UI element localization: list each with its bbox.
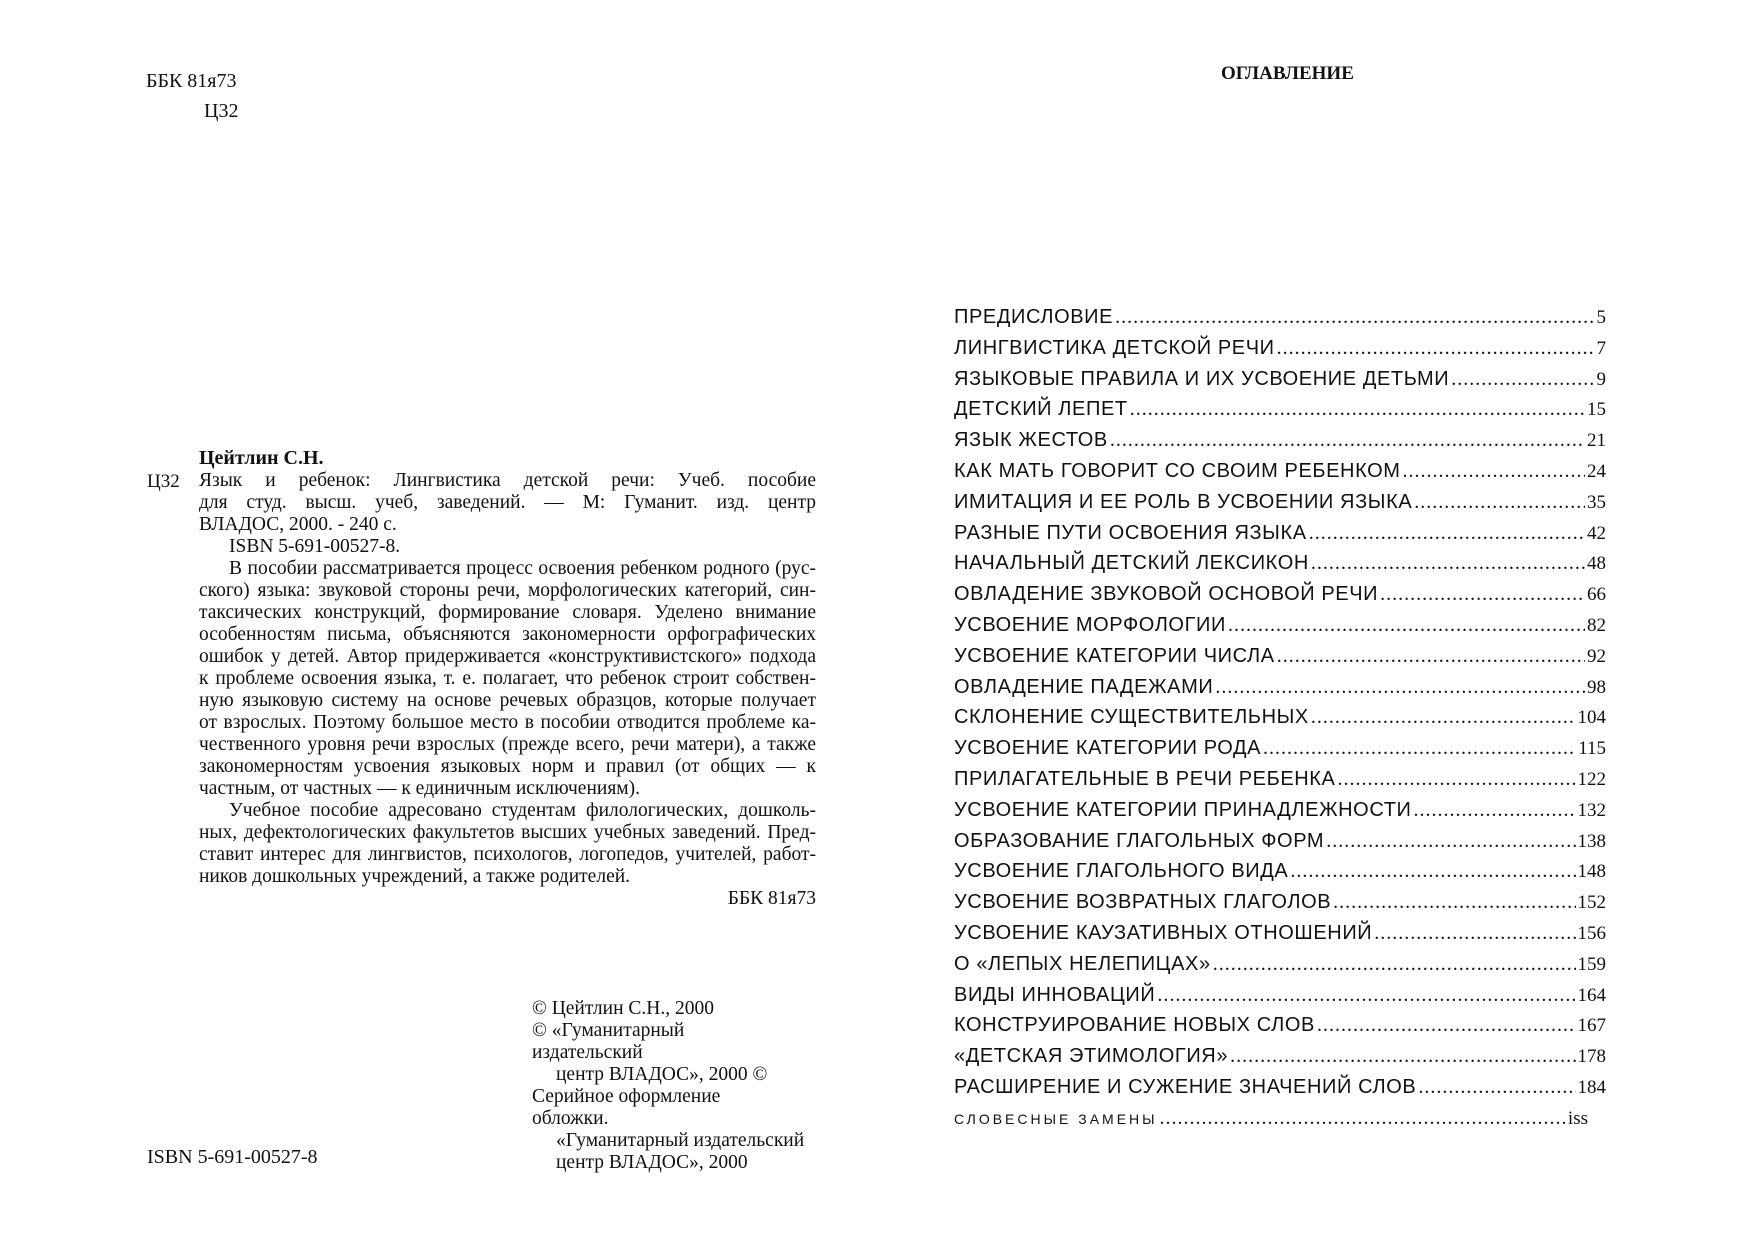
toc-entry-page: 178 [1577,1046,1606,1068]
toc-entry-page: 159 [1577,953,1606,975]
copyright-line: © Цейтлин С.Н., 2000 [532,998,714,1019]
toc-entry-title: УСВОЕНИЕ КАТЕГОРИИ ЧИСЛА [954,644,1275,667]
toc-entry-title: ОВЛАДЕНИЕ ЗВУКОВОЙ ОСНОВОЙ РЕЧИ [954,583,1379,606]
copyright-line: издательский [532,1042,643,1063]
toc-entry-page: 138 [1577,830,1606,852]
toc-entry [954,614,1606,645]
toc-entry-title: НАЧАЛЬНЫЙ ДЕТСКИЙ ЛЕКСИКОН [954,552,1309,575]
toc-entry [954,768,1606,799]
toc-entry [954,676,1606,707]
toc-entry-page: 7 [1596,337,1606,359]
toc-entry-title: УСВОЕНИЕ КАТЕГОРИИ РОДА [954,737,1262,760]
toc-entry-title: ИМИТАЦИЯ И ЕЕ РОЛЬ В УСВОЕНИИ ЯЗЫКА [954,490,1413,513]
toc-entry-title: ЛИНГВИСТИКА ДЕТСКОЙ РЕЧИ [954,336,1275,359]
toc-entry-page: 122 [1577,768,1606,790]
abstract-line: ского) языка: звуковой стороны речи, морфологических категорий, син- [199,580,816,601]
toc-entry [954,491,1606,522]
toc-entry-page: 167 [1577,1015,1606,1037]
toc-entry-page: 66 [1587,584,1606,606]
audience-line: ников дошкольных учреждений, а также родителей. [199,866,631,887]
toc-entry-title: ОБРАЗОВАНИЕ ГЛАГОЛЬНЫХ ФОРМ [954,829,1325,852]
toc-entry-title: УСВОЕНИЕ ВОЗВРАТНЫХ ГЛАГОЛОВ [954,891,1332,914]
audience-line: ставит интерес для лингвистов, психологов, логопедов, учителей, работ- [199,844,816,865]
toc-entry-title: РАСШИРЕНИЕ И СУЖЕНИЕ ЗНАЧЕНИЙ СЛОВ [954,1075,1417,1098]
bib-line: ВЛАДОС, 2000. - 240 с. [199,514,397,535]
abstract-line: от взрослых. Поэтому большое место в пособии отводится проблеме ка- [199,712,816,733]
toc-entry-page: 82 [1587,614,1606,636]
toc-entry-page: 24 [1587,460,1606,482]
toc-leader-dots [1418,1076,1575,1099]
toc-entry-page: 156 [1577,922,1606,944]
toc-leader-dots [1213,953,1576,976]
toc-entry [954,552,1606,583]
toc-entry-page: 92 [1587,645,1606,667]
toc-entry-page: 98 [1587,676,1606,698]
toc-entry-page: iss [1567,1107,1588,1129]
bib-line: Язык и ребенок: Лингвистика детской речи: Учеб. пособие [199,470,816,491]
toc-entry-title: ПРЕДИСЛОВИЕ [954,306,1114,328]
toc-entry-page: 21 [1587,430,1606,452]
toc-entry-title: УСВОЕНИЕ КАУЗАТИВНЫХ ОТНОШЕНИЙ [954,921,1373,944]
toc-entry [954,522,1606,553]
author-name: Цейтлин С.Н. [199,447,324,469]
toc-entry-page: 152 [1577,892,1606,914]
audience-line: ных, дефектологических факультетов высших учебных заведений. Пред- [199,822,816,843]
toc-entry-title: ЯЗЫК ЖЕСТОВ [954,429,1108,452]
toc-leader-dots [1380,583,1585,606]
toc-entry [954,799,1606,830]
toc-leader-dots [1160,1107,1566,1130]
toc-leader-dots [1290,860,1575,883]
toc-entry-title: СКЛОНЕНИЕ СУЩЕСТВИТЕЛЬНЫХ [954,706,1309,729]
catalog-code: Ц32 [147,471,180,492]
toc-entry [954,583,1606,614]
toc-leader-dots [1215,676,1585,699]
toc-entry [954,1014,1606,1045]
toc-entry-title: ЯЗЫКОВЫЕ ПРАВИЛА И ИХ УСВОЕНИЕ ДЕТЬМИ [954,367,1450,390]
toc-entry-title: ОВЛАДЕНИЕ ПАДЕЖАМИ [954,675,1214,698]
toc-leader-dots [1451,368,1594,391]
toc-entry [954,429,1606,460]
toc-entry-page: 9 [1596,368,1606,390]
copyright-line: Серийное оформление [532,1086,721,1107]
toc-leader-dots [1230,1045,1575,1068]
toc-leader-dots [1277,645,1585,668]
toc-entry-page: 115 [1578,738,1606,760]
toc-entry [954,368,1606,399]
table-of-contents [954,306,1606,1138]
abstract-line: таксических конструкций, формирование словаря. Уделено внимание [199,602,816,623]
toc-title: ОГЛАВЛЕНИЕ [1221,63,1354,84]
toc-entry-title: УСВОЕНИЕ ГЛАГОЛЬНОГО ВИДА [954,860,1289,883]
bibliographic-description [199,470,816,910]
toc-leader-dots [1374,922,1575,945]
toc-entry-page: 104 [1577,707,1606,729]
toc-entry-page: 184 [1577,1076,1606,1098]
copyright-block [532,998,804,1174]
abstract-line: ошибок у детей. Автор придерживается «конструктивистского» подхода [199,646,816,667]
toc-leader-dots [1403,460,1585,483]
toc-leader-dots [1277,337,1595,360]
toc-entry-title: ДЕТСКИЙ ЛЕПЕТ [954,398,1128,421]
toc-entry-title: КОНСТРУИРОВАНИЕ НОВЫХ СЛОВ [954,1014,1315,1037]
abstract-line: В пособии рассматривается процесс освоения ребенком родного (рус- [229,558,816,579]
abstract-line: ную языковую систему на основе речевых образцов, которые получает [199,690,816,711]
abstract-line: чественного уровня речи взрослых (прежде всего, речи матери), а также [199,734,816,755]
toc-leader-dots [1414,799,1576,822]
toc-entry-title: ПРИЛАГАТЕЛЬНЫЕ В РЕЧИ РЕБЕНКА [954,767,1336,790]
abstract-line: частным, от частных — к единичным исключениям). [199,778,640,799]
toc-entry-page: 5 [1596,307,1606,328]
toc-entry [954,645,1606,676]
toc-entry-title: УСВОЕНИЕ МОРФОЛОГИИ [954,613,1226,636]
toc-entry-title: «ДЕТСКАЯ ЭТИМОЛОГИЯ» [954,1045,1229,1068]
toc-entry [954,737,1606,768]
toc-entry-page: 48 [1587,553,1606,575]
toc-entry-title: О «ЛЕПЫХ НЕЛЕПИЦАХ» [954,952,1211,975]
bib-line: для студ. высш. учеб, заведений. — М: Гуманит. изд. центр [199,492,816,513]
index-code: Ц32 [204,100,239,122]
toc-entry [954,398,1606,429]
toc-entry [954,1045,1606,1076]
copyright-line: © «Гуманитарный [532,1020,685,1041]
abstract-line: к проблеме освоения языка, т. е. полагает, что ребенок строит собствен- [199,668,816,689]
copyright-line: «Гуманитарный издательский [556,1130,805,1151]
toc-entry [954,1107,1588,1138]
toc-entry-title: УСВОЕНИЕ КАТЕГОРИИ ПРИНАДЛЕЖНОСТИ [954,798,1412,821]
toc-leader-dots [1338,768,1576,791]
toc-entry-page: 15 [1587,399,1606,421]
toc-entry [954,306,1606,337]
toc-leader-dots [1110,429,1585,452]
toc-leader-dots [1228,614,1585,637]
bbk-code: ББК 81я73 [146,70,237,92]
toc-entry [954,953,1606,984]
toc-entry [954,860,1606,891]
toc-entry-page: 148 [1577,861,1606,883]
toc-leader-dots [1311,552,1585,575]
isbn-line: ISBN 5-691-00527-8. [229,536,401,557]
toc-leader-dots [1309,522,1585,545]
copyright-line: обложки. [532,1108,609,1129]
toc-leader-dots [1311,706,1576,729]
toc-entry [954,922,1606,953]
copyright-line: центр ВЛАДОС», 2000 © [556,1064,768,1085]
audience-line: Учебное пособие адресовано студентам филологических, дошколь- [229,800,816,821]
bbk-bottom: ББК 81я73 [727,888,816,909]
copyright-line: центр ВЛАДОС», 2000 [556,1152,748,1173]
toc-leader-dots [1130,398,1585,421]
toc-entry-title: ВИДЫ ИННОВАЦИЙ [954,983,1156,1006]
toc-entry [954,891,1606,922]
abstract-line: закономерностям усвоения языковых норм и правил (от общих — к [199,756,816,777]
toc-entry-page: 35 [1587,491,1606,513]
toc-entry [954,460,1606,491]
toc-entry [954,830,1606,861]
toc-entry [954,706,1606,737]
toc-leader-dots [1115,306,1594,329]
toc-leader-dots [1157,984,1575,1007]
toc-entry [954,337,1606,368]
abstract-line: особенностям письма, объясняются закономерности орфографических [199,624,816,645]
library-codes [146,66,238,126]
toc-entry-page: 164 [1577,984,1606,1006]
toc-entry-title: КАК МАТЬ ГОВОРИТ СО СВОИМ РЕБЕНКОМ [954,459,1401,482]
toc-leader-dots [1263,737,1576,760]
toc-entry [954,984,1606,1015]
toc-leader-dots [1414,491,1585,514]
toc-leader-dots [1317,1014,1576,1037]
toc-entry-page: 132 [1577,799,1606,821]
toc-leader-dots [1326,830,1575,853]
toc-entry-title: СЛОВЕСНЫЕ ЗАМЕНЫ [954,1110,1158,1127]
toc-entry-title: РАЗНЫЕ ПУТИ ОСВОЕНИЯ ЯЗЫКА [954,521,1307,544]
toc-entry [954,1076,1606,1107]
toc-leader-dots [1333,891,1575,914]
isbn-bottom: ISBN 5-691-00527-8 [147,1146,318,1168]
toc-entry-page: 42 [1587,522,1606,544]
